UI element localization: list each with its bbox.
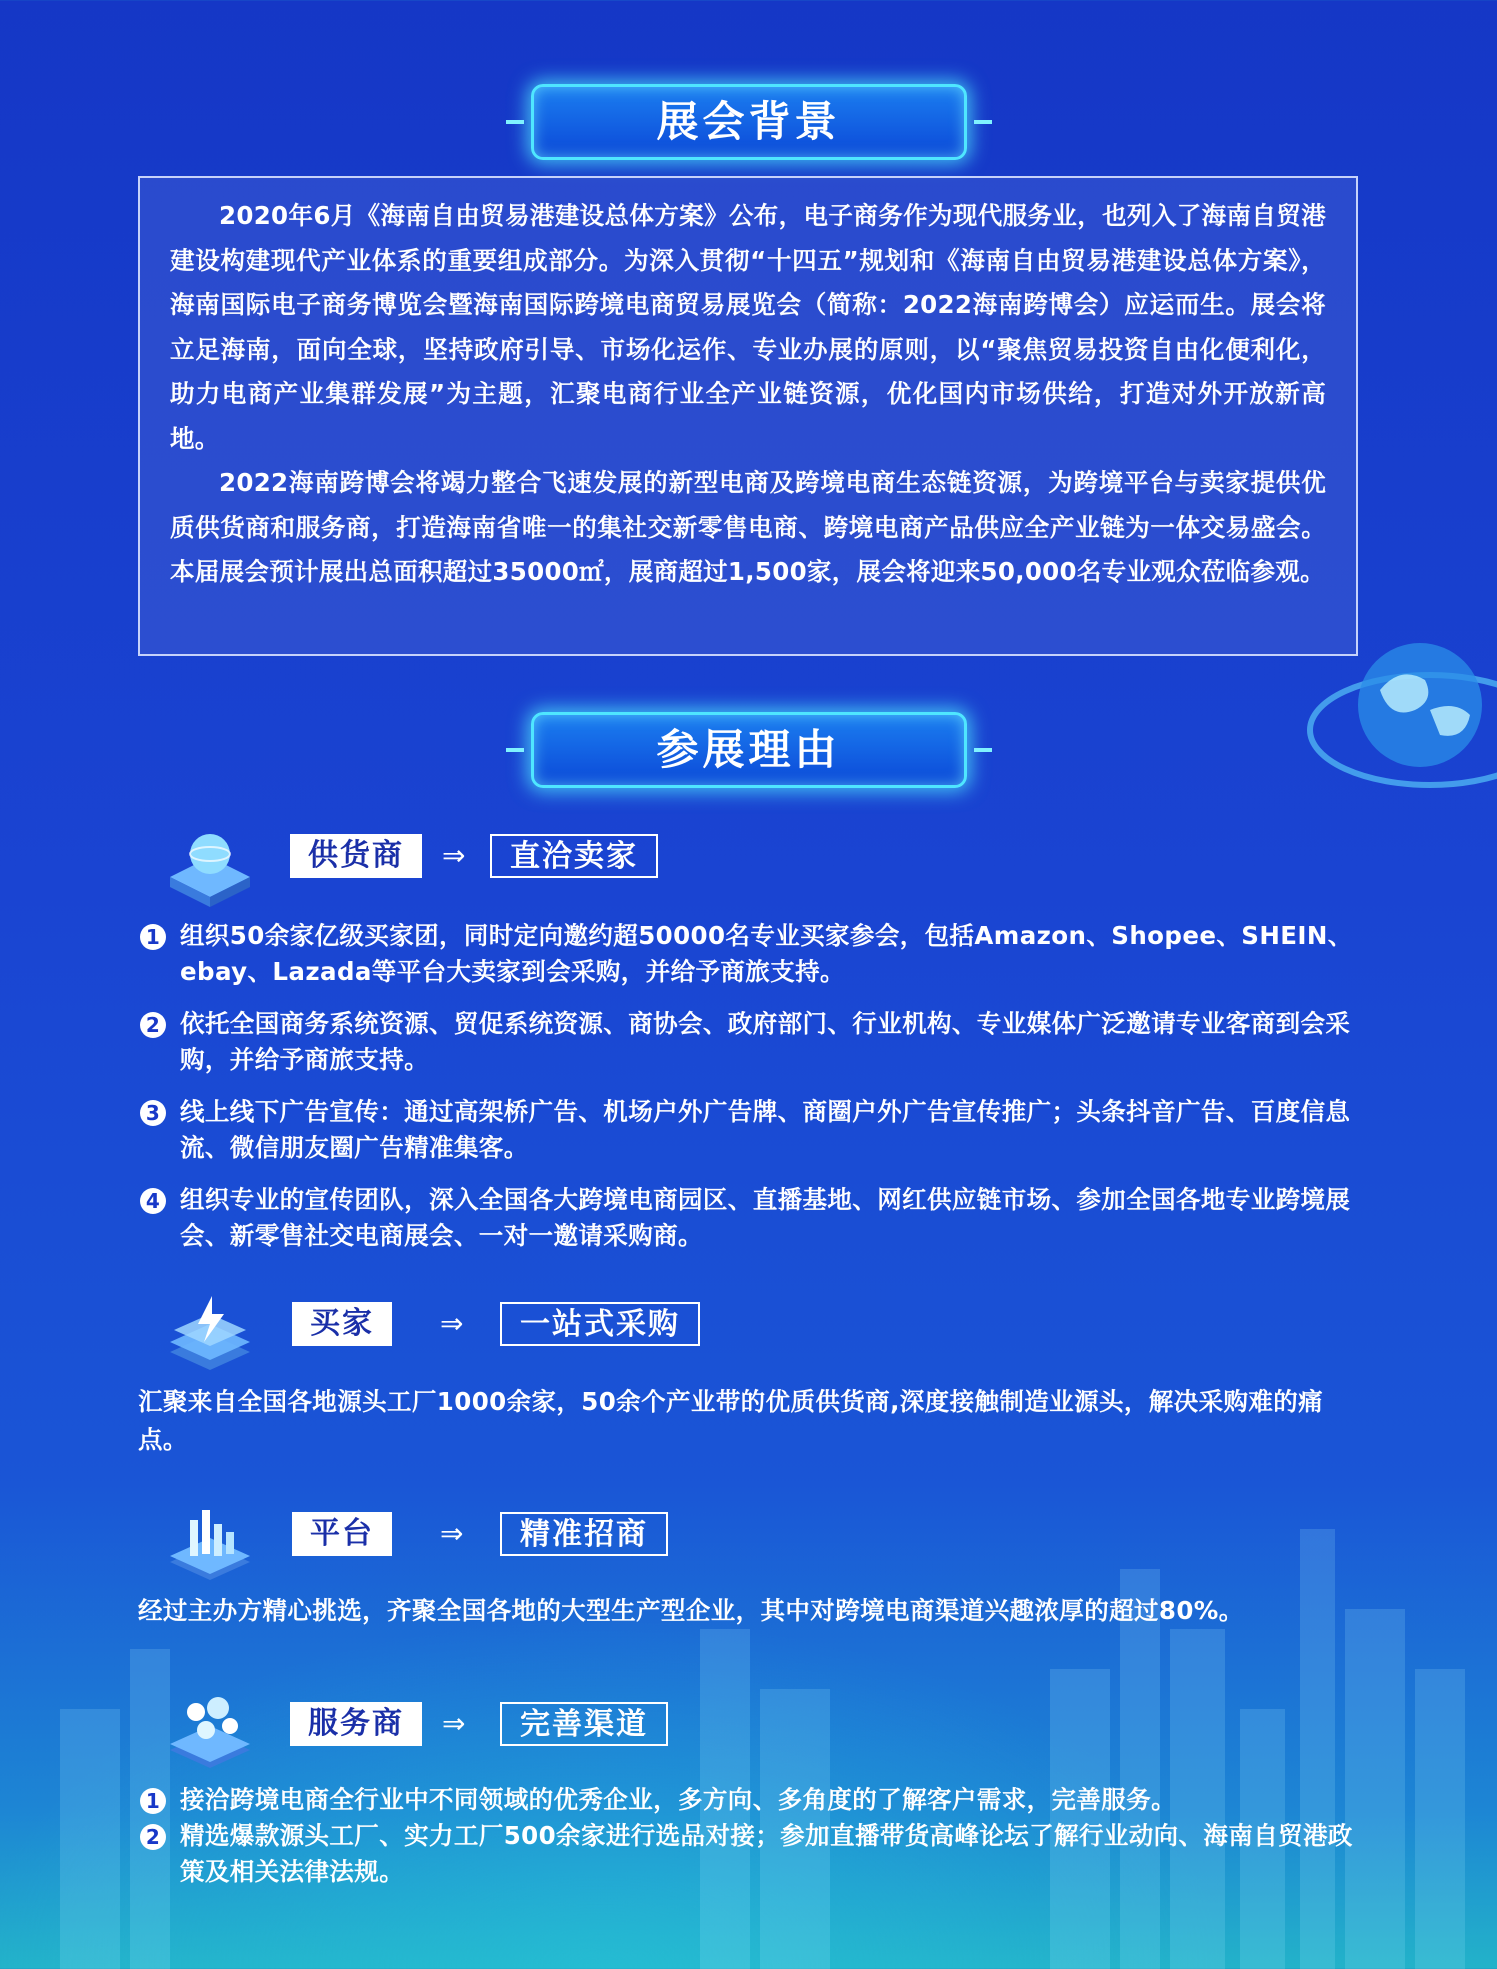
list-item [138,1782,1368,1818]
list-item-text: 接洽跨境电商全行业中不同领域的优秀企业，多方向、多角度的了解客户需求，完善服务。 [180,1785,1176,1814]
supplier-list [138,918,1368,1270]
section-title-background: 展会背景 [531,84,967,160]
list-item [138,1006,1368,1078]
category-target: 完善渠道 [500,1702,668,1746]
category-supplier [160,822,760,912]
number-badge: 4 [140,1188,166,1214]
list-item-text: 组织50余家亿级买家团，同时定向邀约超50000名专业买家参会，包括Amazon、Shopee、SHEIN、ebay、Lazada等平台大卖家到会采购，并给予商旅支持。 [180,921,1353,986]
category-service [160,1690,760,1780]
section-title-reasons: 参展理由 [531,712,967,788]
number-badge: 1 [140,1788,166,1814]
category-label: 供货商 [290,834,422,878]
buyer-description: 汇聚来自全国各地源头工厂1000余家，50余个产业带的优质供货商,深度接触制造业源头，解决采购难的痛点。 [138,1387,1324,1454]
category-label: 服务商 [290,1702,422,1746]
arrow-icon: ⇒ [442,1707,466,1740]
number-badge: 2 [140,1012,166,1038]
number-badge: 1 [140,924,166,950]
service-list [138,1782,1368,1906]
arrow-icon: ⇒ [442,839,466,872]
list-item [138,1182,1368,1254]
intro-paragraph-2: 2022海南跨博会将竭力整合飞速发展的新型电商及跨境电商生态链资源，为跨境平台与卖家提供优质供货商和服务商，打造海南省唯一的集社交新零售电商、跨境电商产品供应全产业链为一体交易盛会。本届展会预计展出总面积超过35000㎡，展商超过1,500家，展会将迎来50,000名专业观众莅临参观。 [170,468,1326,586]
category-label: 平台 [292,1512,392,1556]
number-badge: 3 [140,1100,166,1126]
category-target: 精准招商 [500,1512,668,1556]
category-buyer [160,1290,760,1380]
layers-lightning-icon [160,1290,260,1380]
list-item [138,1818,1368,1890]
number-badge: 2 [140,1824,166,1850]
arrow-icon: ⇒ [440,1307,464,1340]
list-item-text: 精选爆款源头工厂、实力工厂500余家进行选品对接；参加直播带货高峰论坛了解行业动向、海南自贸港政策及相关法律法规。 [180,1821,1353,1886]
bar-chart-platform-icon [160,1500,260,1590]
intro-text-box [138,176,1358,656]
platform-description: 经过主办方精心挑选，齐聚全国各地的大型生产型企业，其中对跨境电商渠道兴趣浓厚的超过80%。 [138,1596,1244,1625]
list-item-text: 组织专业的宣传团队，深入全国各大跨境电商园区、直播基地、网红供应链市场、参加全国各地专业跨境展会、新零售社交电商展会、一对一邀请采购商。 [180,1185,1351,1250]
list-item-text: 线上线下广告宣传：通过高架桥广告、机场户外广告牌、商圈户外广告宣传推广；头条抖音广告、百度信息流、微信朋友圈广告精准集客。 [180,1097,1351,1162]
list-item [138,918,1368,990]
cubes-platform-icon [160,1690,260,1780]
category-target: 一站式采购 [500,1302,700,1346]
category-target: 直洽卖家 [490,834,658,878]
category-label: 买家 [292,1302,392,1346]
list-item [138,1094,1368,1166]
sphere-platform-icon [160,822,260,912]
list-item-text: 依托全国商务系统资源、贸促系统资源、商协会、政府部门、行业机构、专业媒体广泛邀请专业客商到会采购，并给予商旅支持。 [180,1009,1351,1074]
category-platform [160,1500,760,1590]
arrow-icon: ⇒ [440,1517,464,1550]
intro-paragraph-1: 2020年6月《海南自由贸易港建设总体方案》公布，电子商务作为现代服务业，也列入了海南自贸港建设构建现代产业体系的重要组成部分。为深入贯彻“十四五”规划和《海南自由贸易港建设总体方案》，海南国际电子商务博览会暨海南国际跨境电商贸易展览会（简称：2022海南跨博会）应运而生。展会将立足海南，面向全球，坚持政府引导、市场化运作、专业办展的原则，以“聚焦贸易投资自由化便利化，助力电商产业集群发展”为主题，汇聚电商行业全产业链资源，优化国内市场供给，打造对外开放新高地。 [170,201,1326,453]
